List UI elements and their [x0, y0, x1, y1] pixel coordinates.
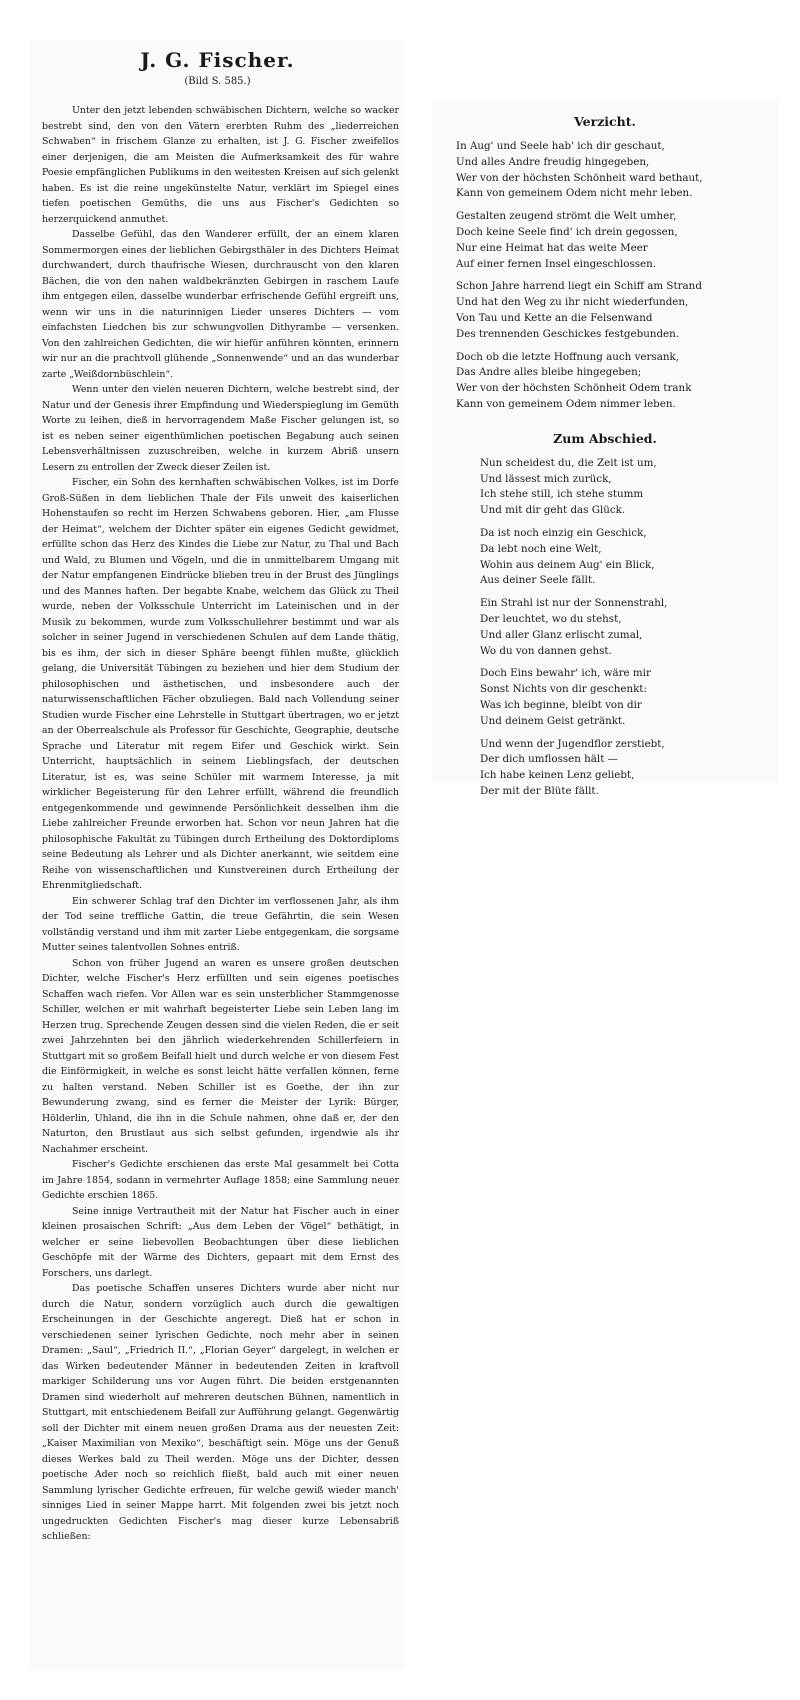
poems-column: [432, 100, 778, 797]
paragraph: Ein schwerer Schlag traf den Dichter im verflossenen Jahr, als ihm der Tod seine treffliche Gattin, die treue Gefährtin, die sein Wesen vollständig verstand und ihm mit zarter Liebe entgegenkam, die sorgsame Mutter seines talentvollen Sohnes entriß.: [42, 895, 399, 953]
article-title: J. G. Fischer.: [140, 48, 295, 72]
poem-title: Zum Abschied.: [553, 430, 657, 446]
verse-line: Und hat den Weg zu ihr nicht wiederfunden,: [456, 296, 689, 309]
paragraph: Unter den jetzt lebenden schwäbischen Dichtern, welche so wacker bestrebt sind, den von den Vätern ererbten Ruhm des „liederreichen Schwaben“ in frischem Glanze zu erhalten, ist J. G. Fischer zweifellos einer derjenigen, die am Meisten die Aufmerksamkeit des für wahre Poesie empfänglichen Publikums in den weitesten Kreisen auf sich gelenkt haben. Es ist die reine ungekünstelte Natur, verklärt im Spiegel eines tiefen poetischen Gemüths, die uns aus Fischer's Gedichten so herzerquickend anmuthet.: [42, 105, 399, 225]
stanza: [480, 666, 778, 729]
verse-line: Nun scheidest du, die Zeit ist um,: [480, 456, 657, 469]
paragraph: Dasselbe Gefühl, das den Wanderer erfüllt, der an einem klaren Sommermorgen eines der lieblichen Gebirgsthäler in des Dichters Heimat durchwandert, durch thaufrische Wiesen, durchrauscht von den klaren Bächen, die von den nahen waldbekränzten Gebirgen in raschem Laufe ihm entgegen eilen, dasselbe wunderbar erfrischende Gefühl ergreift uns, wenn wir uns in die naturinnigen Lieder unseres Dichters — vom einfachsten Liedchen bis zur schwungvollen Dithyrambe — versenken. Von den zahlreichen Gedichten, die wir hiefür anführen könnten, erinnern wir nur an die prachtvoll glühende „Sonnenwende“ und an das wunderbar zarte „Weißdornbüschlein“.: [42, 229, 399, 380]
article-body: [30, 103, 405, 1545]
verse-line: Auf einer fernen Insel eingeschlossen.: [456, 257, 657, 270]
paragraph: Das poetische Schaffen unseres Dichters wurde aber nicht nur durch die Natur, sondern vorzüglich auch durch die gewaltigen Erscheinungen in der Geschichte angeregt. Dieß hat er schon in verschiedenen seiner lyrischen Gedichte, noch mehr aber in seinen Dramen: „Saul“, „Friedrich II.“, „Florian Geyer“ dargelegt, in welchen er das Wirken bedeutender Männer in bedeutenden Zeiten in kraftvoll markiger Schilderung uns vor Augen führt. Die beiden erstgenannten Dramen sind wiederholt auf mehreren deutschen Bühnen, namentlich in Stuttgart, mit entschiedenem Beifall zur Aufführung gelangt. Gegenwärtig soll der Dichter mit einem neuen großen Drama aus der neuesten Zeit: „Kaiser Maximilian von Mexiko“, beschäftigt sein. Möge uns der Genuß dieses Werkes bald zu Theil werden. Möge uns der Dichter, dessen poetische Ader noch so reichlich fließt, bald auch mit einer neuen Sammlung lyrischer Gedichte erfreuen, für welche gewiß wieder manch' sinniges Lied in seiner Mappe harrt. Mit folgenden zwei bis jetzt noch ungedruckten Gedichten Fischer's mag dieser kurze Lebensabriß schließen:: [42, 1283, 399, 1542]
verse-line: Doch ob die letzte Hoffnung auch versank,: [456, 350, 679, 363]
verse-line: Wer von der höchsten Schönheit ward bethaut,: [456, 171, 703, 184]
article-column: [30, 40, 405, 1670]
verse-line: Schon Jahre harrend liegt ein Schiff am Strand: [456, 280, 702, 293]
verse-line: Ich habe keinen Lenz geliebt,: [480, 769, 635, 782]
verse-line: Wohin aus deinem Aug' ein Blick,: [480, 558, 655, 571]
stanza: [456, 279, 778, 342]
verse-line: Nur eine Heimat hat das weite Meer: [456, 241, 648, 254]
verse-line: Und alles Andre freudig hingegeben,: [456, 155, 650, 168]
verse-line: Und aller Glanz erlischt zumal,: [480, 628, 643, 641]
verse-line: Doch Eins bewahr' ich, wäre mir: [480, 667, 651, 680]
verse-line: Der mit der Blüte fällt.: [480, 784, 599, 797]
stanza: [456, 139, 778, 202]
verse-line: Was ich beginne, bleibt von dir: [480, 698, 642, 711]
verse-line: In Aug' und Seele hab' ich dir geschaut,: [456, 140, 665, 152]
verse-line: Und deinem Geist getränkt.: [480, 714, 626, 727]
verse-line: Ein Strahl ist nur der Sonnenstrahl,: [480, 597, 668, 610]
verse-line: Aus deiner Seele fällt.: [480, 574, 596, 587]
verse-line: Das Andre alles bleibe hingegeben;: [456, 366, 642, 379]
stanza: [480, 526, 778, 589]
verse-line: Und wenn der Jugendflor zerstiebt,: [480, 737, 665, 750]
paragraph: Schon von früher Jugend an waren es unsere großen deutschen Dichter, welche Fischer's Herz erfüllten und sein eigenes poetisches Schaffen wach riefen. Vor Allen war es sein unsterblicher Stammgenosse Schiller, welchen er mit wahrhaft begeisterter Liebe sein Leben lang im Herzen trug. Sprechende Zeugen dessen sind die vielen Reden, die er seit zwei Jahrzehnten bei den jährlich wiederkehrenden Schillerfeiern in Stuttgart mit so großem Beifall hielt und durch welche er von diesem Fest die Einförmigkeit, in welche es sonst leicht hätte verfallen können, ferne zu halten verstand. Neben Schiller ist es Goethe, der ihn zur Bewunderung zwang, sind es ferner die Meister der Lyrik: Bürger, Hölderlin, Uhland, die ihn in die Schule nahmen, ohne daß er, der den Naturton, den Brustlaut aus sich selbst gefunden, irgendwie als ihr Nachahmer erscheint.: [42, 957, 399, 1155]
stanza: [480, 737, 778, 800]
verse-line: Und lässest mich zurück,: [480, 472, 612, 485]
verse-line: Wo du von dannen gehst.: [480, 644, 612, 657]
verse-line: Doch keine Seele find' ich drein gegossen,: [456, 225, 678, 238]
verse-line: Kann von gemeinem Odem nicht mehr leben.: [456, 187, 693, 200]
verse-line: Der dich umflossen hält —: [480, 753, 618, 766]
paragraph: Fischer, ein Sohn des kernhaften schwäbischen Volkes, ist im Dorfe Groß-Süßen in dem lieblichen Thale der Fils unweit des kaiserlichen Hohenstaufen so recht im Herzen Schwabens geboren. Hier, „am Flusse der Heimat“, welchem der Dichter später ein eigenes Gedicht gewidmet, erfüllte schon das Herz des Kindes die Liebe zur Natur, zu Thal und Bach und Wald, zu Blumen und Vögeln, und die in unmittelbarem Umgang mit der Natur empfangenen Eindrücke blieben treu in der Brust des Jünglings und des Mannes haften. Der begabte Knabe, welchem das Glück zu Theil wurde, neben der Volksschule Unterricht im Lateinischen und in der Musik zu bekommen, wurde zum Volksschullehrer bestimmt und war als solcher in seiner Jugend in verschiedenen Schulen auf dem Lande thätig, bis es ihm, der sich in dieser Sphäre beengt fühlen mußte, glücklich gelang, die Universität Tübingen zu beziehen und hier dem Studium der philosophischen und ästhetischen, und insbesondere auch der naturwissenschaftlichen Fächer obzuliegen. Bald nach Vollendung seiner Studien wurde Fischer eine Lehrstelle in Stuttgart übertragen, wo er jetzt an der Oberrealschule als Professor für Geschichte, Geographie, deutsche Sprache und Literatur mit regem Eifer und Geschick wirkt. Sein Unterricht, hauptsächlich in seinem Lieblingsfach, der deutschen Literatur, ist es, was seine Schüler mit warmem Interesse, ja mit wirklicher Begeisterung für den Lehrer erfüllt, während die freundlich entgegenkommende und gewinnende Persönlichkeit desselben ihm die Liebe zahlreicher Freunde erworben hat. Schon vor neun Jahren hat die philosophische Fakultät zu Tübingen durch Ertheilung des Doktordiploms seine Bedeutung als Lehrer und als Dichter anerkannt, wie seitdem eine Reihe von wissenschaftlichen und Kunstvereinen durch Ertheilung der Ehrenmitgliedschaft.: [42, 477, 399, 891]
paragraph: Fischer's Gedichte erschienen das erste Mal gesammelt bei Cotta im Jahre 1854, sodann in vermehrter Auflage 1858; eine Sammlung neuer Gedichte erschien 1865.: [42, 1159, 399, 1201]
verse-line: Da ist noch einzig ein Geschick,: [480, 526, 647, 539]
verse-line: Und mit dir geht das Glück.: [480, 504, 626, 517]
stanza: [456, 209, 778, 272]
poem-title: Verzicht.: [574, 114, 636, 129]
stanza: [480, 596, 778, 659]
verse-line: Sonst Nichts von dir geschenkt:: [480, 683, 647, 696]
poem-verzicht: [432, 139, 778, 413]
paragraph: Seine innige Vertrautheit mit der Natur hat Fischer auch in einer kleinen prosaischen Schrift: „Aus dem Leben der Vögel“ bethätigt, in welcher er seine liebevollen Beobachtungen über diese lieblichen Geschöpfe mit der Wärme des Dichters, gepaart mit dem Ernst des Forschers, uns darlegt.: [42, 1205, 399, 1279]
verse-line: Wer von der höchsten Schönheit Odem trank: [456, 382, 692, 395]
verse-line: Des trennenden Geschickes festgebunden.: [456, 327, 680, 340]
verse-line: Der leuchtet, wo du stehst,: [480, 612, 622, 625]
poem-zum-abschied: [432, 456, 778, 800]
image-reference: (Bild S. 585.): [184, 76, 251, 87]
verse-line: Von Tau und Kette an die Felsenwand: [456, 311, 653, 324]
stanza: [480, 456, 778, 519]
verse-line: Gestalten zeugend strömt die Welt umher,: [456, 210, 677, 223]
stanza: [456, 350, 778, 413]
verse-line: Da lebt noch eine Welt,: [480, 542, 602, 555]
paragraph: Wenn unter den vielen neueren Dichtern, welche bestrebt sind, der Natur und der Genesis ihrer Empfindung und Wiederspieglung im Gemüth Worte zu leihen, dieß in hervorragendem Maße Fischer gelungen ist, so ist es neben seiner eigenthümlichen poetischen Begabung auch seinen Lebensverhältnissen zuzuschreiben, welche in kurzem Abriß unsern Lesern zu entrollen der Zweck dieser Zeilen ist.: [42, 384, 399, 473]
verse-line: Ich stehe still, ich stehe stumm: [480, 488, 644, 501]
verse-line: Kann von gemeinem Odem nimmer leben.: [456, 397, 676, 410]
